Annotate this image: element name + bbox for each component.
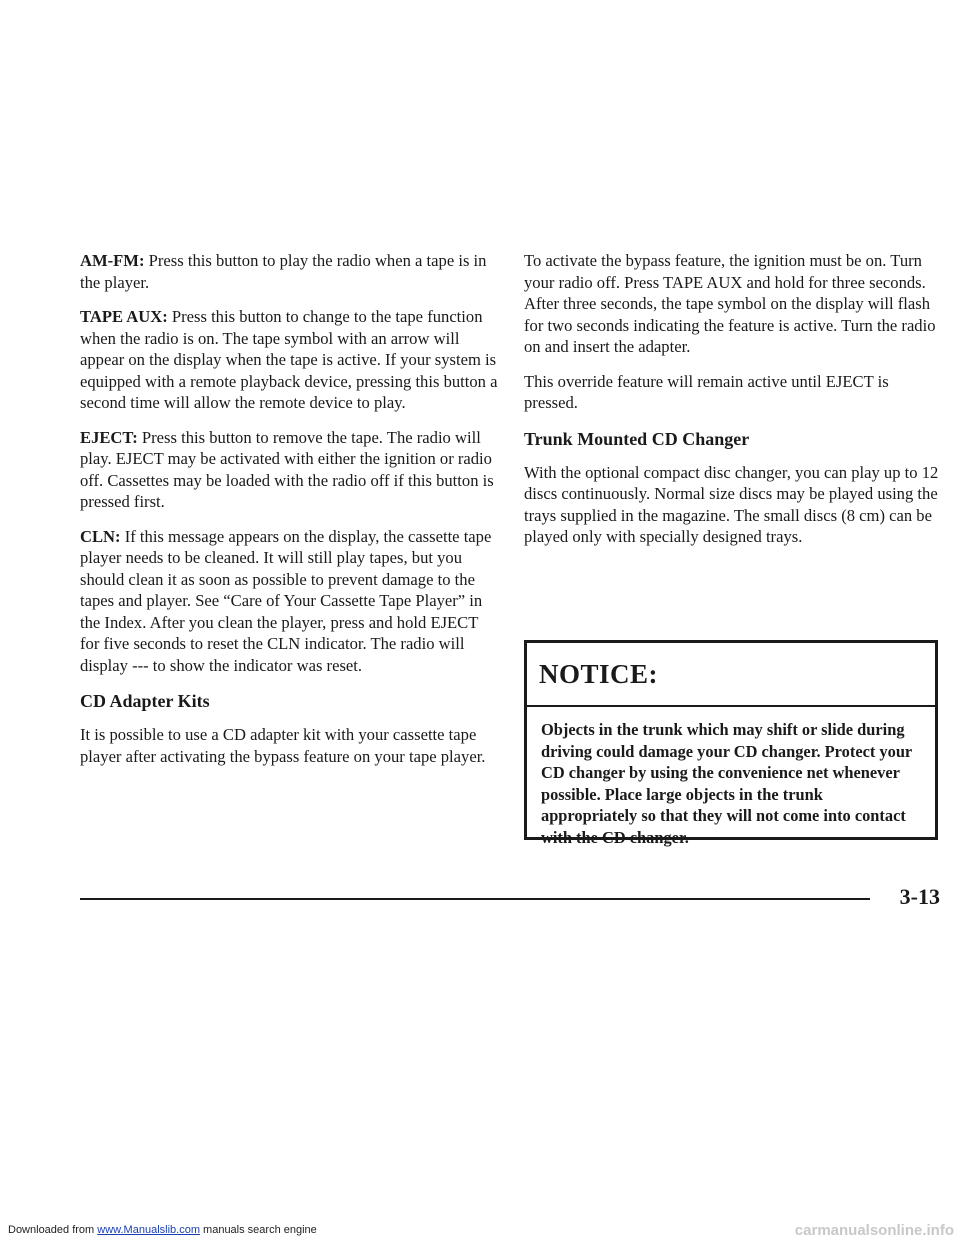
- left-column: [80, 250, 500, 780]
- right-column: [524, 250, 942, 561]
- eject-paragraph: [80, 427, 500, 513]
- cd-adapter-heading: CD Adapter Kits: [80, 691, 210, 711]
- eject-text: Press this button to remove the tape. The radio will play. EJECT may be activated with either the ignition or radio off. Cassettes may be loaded with the radio off if this button is pressed first.: [80, 427, 494, 511]
- cd-adapter-paragraph: It is possible to use a CD adapter kit with your cassette tape player after activating the bypass feature on your tape player.: [80, 725, 486, 766]
- notice-title: NOTICE:: [527, 643, 935, 707]
- download-footer: [8, 1224, 317, 1236]
- tape-aux-paragraph: [80, 306, 500, 414]
- tape-aux-text: Press this button to change to the tape function when the radio is on. The tape symbol with an arrow will appear on the display when the tape is active. If your system is equipped with a remote playback device, pressing this button a second time will allow the remote device to play.: [80, 307, 498, 412]
- am-fm-paragraph: [80, 250, 500, 293]
- footer-suffix: manuals search engine: [199, 1224, 317, 1236]
- trunk-cd-heading: Trunk Mounted CD Changer: [524, 428, 750, 449]
- footer-rule: [80, 898, 870, 900]
- page-number: 3-13: [899, 884, 940, 909]
- notice-box: [524, 640, 938, 847]
- am-fm-text: Press this button to play the radio when a tape is in the player.: [80, 251, 487, 292]
- bypass-paragraph: To activate the bypass feature, the ignition must be on. Turn your radio off. Press TAPE AUX and hold for three seconds. After three seconds, the tape symbol on the display will flash for two seconds indicating the feature is active. Turn the radio on and insert the adapter.: [524, 251, 936, 356]
- cln-text: If this message appears on the display, the cassette tape player needs to be cleaned. It will still play tapes, but you should clean it as soon as possible to prevent damage to the tapes and player. See “Care of Your Cassette Tape Player” in the Index. After you clean the player, press and hold EJECT for five seconds to reset the CLN indicator. The radio will display --- to show the indicator was reset.: [80, 526, 492, 675]
- am-fm-term: AM-FM:: [80, 251, 145, 270]
- watermark: carmanualsonline.info: [794, 1222, 954, 1239]
- tape-aux-term: TAPE AUX:: [80, 307, 168, 326]
- cln-paragraph: [80, 526, 500, 677]
- cln-term: CLN:: [80, 526, 121, 546]
- override-paragraph: This override feature will remain active until EJECT is pressed.: [524, 371, 889, 412]
- eject-term: EJECT:: [80, 427, 138, 447]
- notice-body: Objects in the trunk which may shift or slide during driving could damage your CD changer. Protect your CD changer by using the convenience net whenever possible. Place large objects in the trunk appropriately so that they will not come into contact with the CD changer.: [541, 720, 912, 847]
- cd-changer-paragraph: With the optional compact disc changer, you can play up to 12 discs continuously. Normal size discs may be played using the trays supplied in the magazine. The small discs (8 cm) can be played only with specially designed trays.: [524, 462, 939, 546]
- footer-prefix: Downloaded from: [8, 1224, 98, 1236]
- manualslib-link[interactable]: www.Manualslib.com: [97, 1224, 200, 1236]
